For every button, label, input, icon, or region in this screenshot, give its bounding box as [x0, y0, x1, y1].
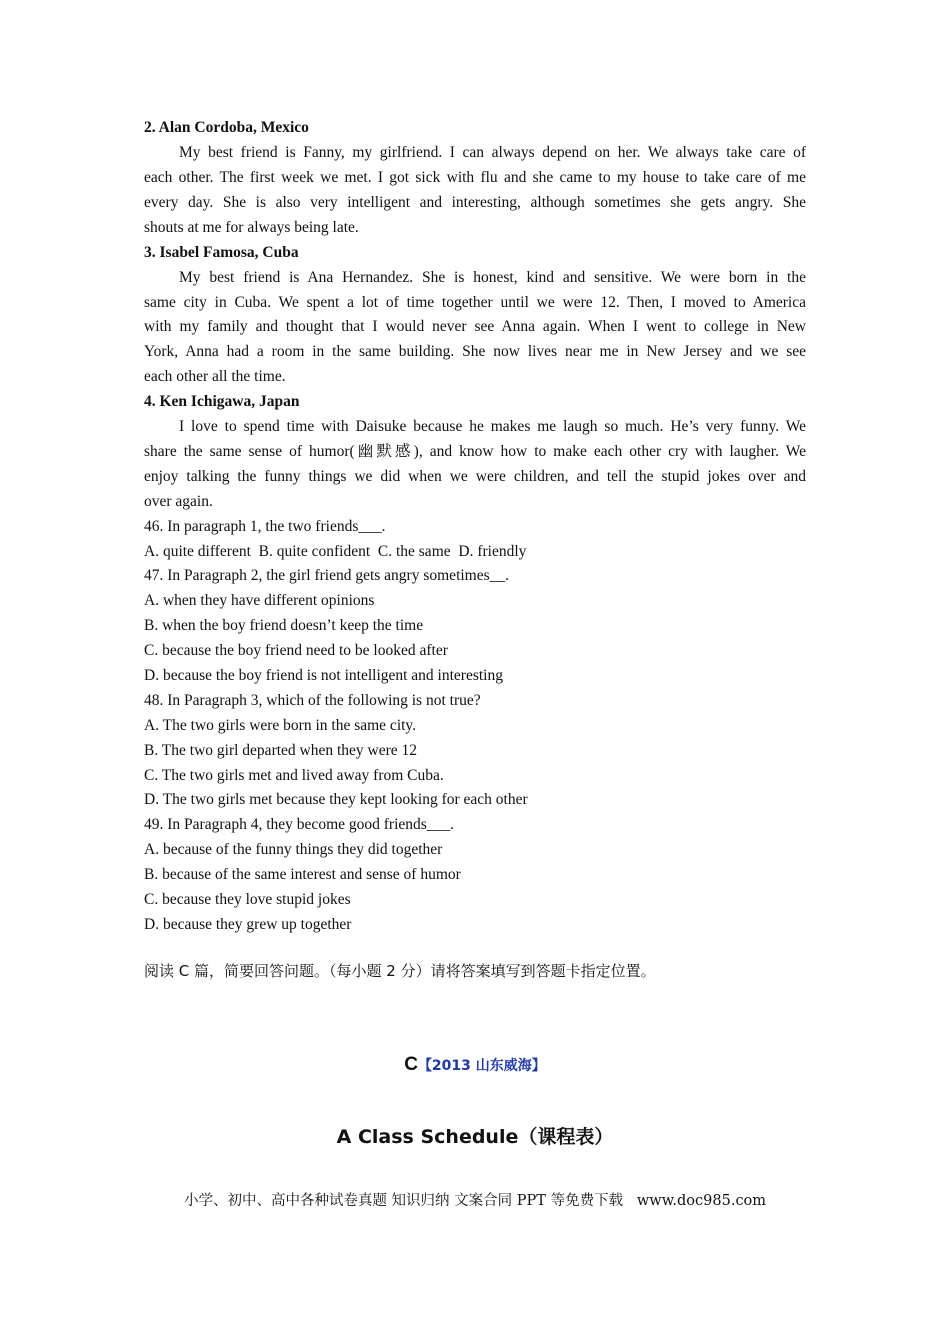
question-46-options: A. quite different B. quite confident C. the same D. friendly	[144, 543, 527, 560]
section-c-source-tag: 【2013 山东威海】	[417, 1058, 546, 1074]
question-46: 46. In paragraph 1, the two friends___.	[144, 518, 386, 535]
section4-line: over again.	[144, 493, 213, 510]
question-48: 48. In Paragraph 3, which of the following is not true?	[144, 692, 481, 709]
section3-line: with my family and thought that I would never see Anna again. When I went to college in New	[144, 318, 806, 335]
schedule-title: A Class Schedule（课程表）	[336, 1126, 614, 1148]
section2-heading: 2. Alan Cordoba, Mexico	[144, 119, 309, 136]
question-49-option-a: A. because of the funny things they did together	[144, 841, 443, 858]
section3-line: each other all the time.	[144, 368, 286, 385]
question-49-option-b: B. because of the same interest and sense of humor	[144, 866, 461, 883]
question-47-option-d: D. because the boy friend is not intelligent and interesting	[144, 667, 503, 684]
section3-line: My best friend is Ana Hernandez. She is honest, kind and sensitive. We were born in the	[179, 269, 806, 286]
section3-line: York, Anna had a room in the same building. She now lives near me in New Jersey and we see	[144, 343, 806, 360]
section4-line: I love to spend time with Daisuke because he makes me laugh so much. He’s very funny. We	[179, 418, 806, 435]
question-47-option-c: C. because the boy friend need to be looked after	[144, 642, 448, 659]
section3-heading: 3. Isabel Famosa, Cuba	[144, 244, 299, 261]
section2-line: each other. The first week we met. I got sick with flu and she came to my house to take care of me	[144, 169, 806, 186]
section2-line: every day. She is also very intelligent and interesting, although sometimes she gets angry. She	[144, 194, 806, 211]
section4-line: share the same sense of humor(幽默感), and know how to make each other cry with laugher. We	[144, 443, 806, 460]
question-47-option-b: B. when the boy friend doesn’t keep the time	[144, 617, 424, 634]
section4-heading: 4. Ken Ichigawa, Japan	[144, 393, 300, 410]
question-48-option-c: C. The two girls met and lived away from Cuba.	[144, 767, 444, 784]
section-c-instruction: 阅读 C 篇，简要回答问题。（每小题 2 分）请将答案填写到答题卡指定位置。	[144, 962, 656, 980]
question-48-option-a: A. The two girls were born in the same city.	[144, 717, 417, 734]
page-footer: 小学、初中、高中各种试卷真题 知识归纳 文案合同 PPT 等免费下载 www.doc985.com	[183, 1193, 767, 1209]
question-48-option-d: D. The two girls met because they kept looking for each other	[144, 791, 528, 808]
question-49-option-c: C. because they love stupid jokes	[144, 891, 351, 908]
section-c-letter: C	[404, 1054, 418, 1075]
question-48-option-b: B. The two girl departed when they were 12	[144, 742, 418, 759]
question-49: 49. In Paragraph 4, they become good friends___.	[144, 816, 454, 833]
section2-line: shouts at me for always being late.	[144, 219, 359, 236]
section3-line: same city in Cuba. We spent a lot of time together until we were 12. Then, I moved to America	[144, 294, 806, 311]
section4-line: enjoy talking the funny things we did when we were children, and tell the stupid jokes over and	[144, 468, 806, 485]
section2-line: My best friend is Fanny, my girlfriend. I can always depend on her. We always take care of	[179, 144, 806, 161]
question-47-option-a: A. when they have different opinions	[144, 592, 375, 609]
question-49-option-d: D. because they grew up together	[144, 916, 352, 933]
section-c-heading	[0, 1052, 950, 1079]
question-47: 47. In Paragraph 2, the girl friend gets angry sometimes__.	[144, 567, 510, 584]
